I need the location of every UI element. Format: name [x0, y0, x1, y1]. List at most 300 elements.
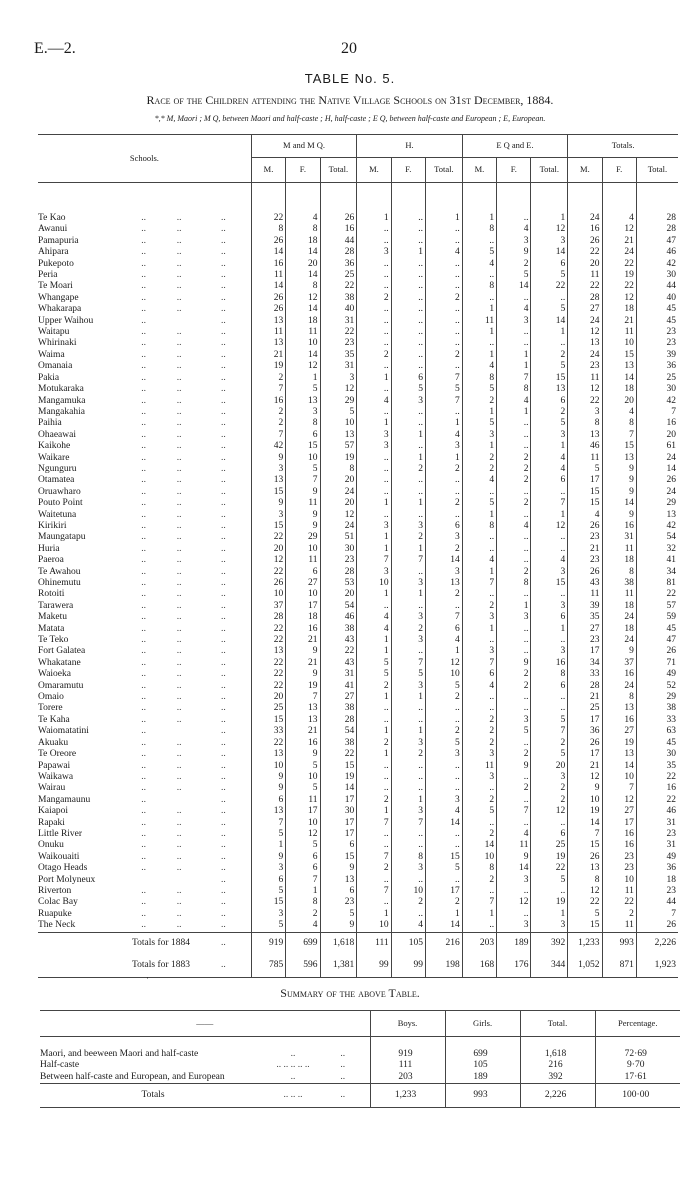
leader-dots: .. [221, 520, 226, 531]
value-cell: 2 [251, 407, 285, 418]
table-row [38, 259, 678, 270]
value-cell: 3 [425, 441, 462, 452]
value-cell: .. [497, 772, 531, 783]
value-cell: .. [391, 259, 425, 270]
school-name: Upper Waihou [38, 315, 94, 326]
value-cell: 12 [602, 795, 636, 806]
value-cell: 18 [286, 236, 320, 247]
value-cell: 14 [497, 281, 531, 292]
leader-dots: .. [221, 840, 226, 851]
value-cell: 7 [497, 373, 531, 384]
leader-dots: .. [221, 429, 226, 440]
value-cell: 2 [425, 464, 462, 475]
leader-dots: .. [141, 384, 146, 395]
leader-dots: .. [141, 817, 146, 828]
value-cell: 1 [531, 441, 568, 452]
value-cell: 8 [602, 567, 636, 578]
leader-dots: .. [176, 520, 182, 531]
value-cell: 7 [357, 852, 391, 863]
value-cell: 12 [568, 886, 602, 897]
leader-dots: .. [141, 452, 146, 463]
leader-dots: .. [141, 304, 146, 315]
group-header: M and M Q. [251, 135, 356, 158]
value-cell: 2 [425, 350, 462, 361]
value-cell: 7 [251, 430, 285, 441]
value-cell: 9 [602, 510, 636, 521]
school-name: Ohaeawai [38, 429, 76, 440]
leader-dots: .. [141, 475, 146, 486]
table-subtitle: Race of the Children attending the Native Village Schools on 31st December, 1884. [146, 93, 554, 107]
value-cell: 5 [391, 669, 425, 680]
value-cell: 4 [425, 635, 462, 646]
value-cell: 5 [497, 726, 531, 737]
table-row [38, 635, 678, 646]
value-cell: 26 [320, 213, 357, 224]
value-cell: .. [497, 589, 531, 600]
value-cell: 14 [286, 270, 320, 281]
leader-dots: .. [221, 258, 226, 269]
summary-label: Between half-caste and European, and European [40, 1071, 225, 1082]
school-name: Ohinemutu [38, 578, 81, 588]
value-cell: .. [425, 601, 462, 612]
leader-dots: .. [221, 281, 226, 292]
value-cell: 24 [636, 487, 678, 498]
value-cell: 16 [251, 259, 285, 270]
value-cell: 1 [531, 510, 568, 521]
value-cell: 5 [425, 681, 462, 692]
leader-dots: .. .. .. [283, 1089, 303, 1100]
value-cell: 26 [568, 236, 602, 247]
value-cell: 31 [636, 840, 678, 851]
table-row [38, 475, 678, 486]
value-cell: 16 [531, 658, 568, 669]
value-cell: 13 [286, 715, 320, 726]
value-cell: 3 [391, 578, 425, 589]
value-cell: .. [497, 646, 531, 657]
value-cell: 38 [320, 738, 357, 749]
value-cell: 13 [568, 863, 602, 874]
value-cell: 1 [497, 350, 531, 361]
value-cell: 1 [286, 886, 320, 897]
leader-dots: .. [221, 463, 226, 474]
value-cell: .. [497, 703, 531, 714]
value-cell: 14 [602, 761, 636, 772]
value-cell: 8 [531, 669, 568, 680]
value-cell: 1 [497, 361, 531, 372]
leader-dots: .. [176, 304, 182, 315]
leader-dots: .. [221, 543, 226, 554]
value-cell: 11 [602, 544, 636, 555]
value-cell: .. [357, 487, 391, 498]
group-header: Totals. [568, 135, 678, 158]
leader-dots: .. [221, 235, 226, 246]
value-cell: 2 [531, 783, 568, 794]
value-cell: .. [357, 224, 391, 235]
value-cell: .. [425, 281, 462, 292]
value-cell: 13 [602, 703, 636, 714]
value-cell: 3 [357, 247, 391, 258]
value-cell: 12 [602, 224, 636, 235]
total-cell: 1,233 [568, 932, 602, 955]
value-cell: 27 [568, 624, 602, 635]
value-cell: 9 [251, 453, 285, 464]
value-cell: 9 [320, 863, 357, 874]
school-name: Te Awahou [38, 566, 81, 577]
leader-dots: .. [141, 429, 146, 440]
value-cell: .. [391, 327, 425, 338]
value-cell: 13 [531, 384, 568, 395]
leader-dots: .. [176, 851, 182, 862]
value-cell: 9 [602, 475, 636, 486]
value-cell: 10 [602, 338, 636, 349]
value-cell: 9 [286, 510, 320, 521]
value-cell: 43 [320, 635, 357, 646]
value-cell: .. [497, 418, 531, 429]
value-cell: 15 [425, 852, 462, 863]
value-cell: 2 [425, 692, 462, 703]
value-cell: 12 [286, 829, 320, 840]
value-cell: .. [497, 213, 531, 224]
value-cell: 1 [357, 806, 391, 817]
school-name: Te Teko [38, 635, 69, 646]
value-cell: .. [357, 304, 391, 315]
value-cell: 13 [425, 578, 462, 589]
value-cell: .. [425, 703, 462, 714]
value-cell: 3 [391, 863, 425, 874]
value-cell: 10 [286, 818, 320, 829]
value-cell: 2 [425, 589, 462, 600]
school-name: Waioeka [38, 669, 71, 680]
value-cell: .. [357, 384, 391, 395]
leader-dots: .. [176, 281, 182, 292]
value-cell: .. [357, 510, 391, 521]
value-cell: 13 [602, 749, 636, 760]
leader-dots: .. [176, 897, 182, 908]
value-cell: 6 [462, 669, 496, 680]
value-cell: 6 [286, 567, 320, 578]
table-row [38, 886, 678, 897]
value-cell: 38 [320, 703, 357, 714]
total-cell: 189 [497, 932, 531, 955]
value-cell: 13 [251, 316, 285, 327]
value-cell: .. [425, 761, 462, 772]
leader-dots: .. [221, 441, 226, 452]
leader-dots: .. [176, 623, 182, 634]
value-cell: 26 [636, 475, 678, 486]
value-cell: .. [497, 738, 531, 749]
value-cell: 20 [286, 259, 320, 270]
value-cell: 23 [636, 338, 678, 349]
value-cell: 9 [497, 658, 531, 669]
value-cell: 35 [320, 350, 357, 361]
value-cell: 8 [320, 464, 357, 475]
value-cell: 46 [636, 806, 678, 817]
value-cell: 15 [320, 761, 357, 772]
value-cell: 16 [320, 224, 357, 235]
value-cell: .. [391, 350, 425, 361]
value-cell: 10 [320, 418, 357, 429]
leader-dots: .. [176, 395, 182, 406]
value-cell: 11 [251, 327, 285, 338]
leader-dots: .. [141, 315, 146, 326]
value-cell: 19 [531, 897, 568, 908]
value-cell: 24 [320, 487, 357, 498]
value-cell: 22 [568, 897, 602, 908]
leader-dots: .. [141, 646, 146, 657]
value-cell: .. [497, 441, 531, 452]
spacer-cell [602, 183, 636, 214]
leader-dots: .. [141, 794, 146, 805]
value-cell: 2 [462, 875, 496, 886]
leader-dots: .. [221, 874, 226, 885]
totals-label: Totals for 1883 [132, 959, 190, 970]
table-row [38, 646, 678, 657]
value-cell: 24 [636, 453, 678, 464]
value-cell: 39 [568, 601, 602, 612]
leader-dots: .. [221, 372, 226, 383]
value-cell: 30 [320, 544, 357, 555]
value-cell: .. [425, 361, 462, 372]
value-cell: 11 [462, 761, 496, 772]
table-row [38, 350, 678, 361]
value-cell: 61 [636, 441, 678, 452]
value-cell: .. [462, 589, 496, 600]
leader-dots: .. [141, 623, 146, 634]
value-cell: .. [497, 555, 531, 566]
value-cell: 14 [636, 464, 678, 475]
value-cell: .. [357, 407, 391, 418]
value-cell: 3 [425, 795, 462, 806]
spacer-cell [127, 183, 163, 214]
value-cell: 30 [636, 270, 678, 281]
value-cell: 4 [568, 510, 602, 521]
value-cell: 13 [251, 646, 285, 657]
value-cell: 5 [286, 840, 320, 851]
value-cell: 5 [425, 384, 462, 395]
value-cell: 6 [531, 259, 568, 270]
value-cell: 41 [636, 555, 678, 566]
value-cell: .. [531, 886, 568, 897]
table-row [38, 555, 678, 566]
value-cell: 3 [497, 920, 531, 932]
value-cell: 1 [391, 589, 425, 600]
leader-dots: .. [176, 600, 182, 611]
value-cell: 14 [251, 247, 285, 258]
value-cell: 17 [568, 749, 602, 760]
value-cell: 38 [636, 703, 678, 714]
value-cell: 3 [251, 464, 285, 475]
value-cell: .. [497, 430, 531, 441]
value-cell: 9 [251, 783, 285, 794]
value-cell: 7 [425, 396, 462, 407]
value-cell: .. [462, 783, 496, 794]
value-cell: 12 [320, 510, 357, 521]
leader-dots: .. [141, 498, 146, 509]
value-cell: 12 [286, 361, 320, 372]
value-cell: .. [497, 532, 531, 543]
value-cell: 3 [391, 681, 425, 692]
school-name: Mangamaunu [38, 794, 91, 805]
leader-dots: .. [176, 749, 182, 760]
value-cell: 1 [357, 726, 391, 737]
schools-header: Schools. [38, 135, 251, 183]
spacer-cell [636, 183, 678, 214]
value-cell: 6 [425, 521, 462, 532]
value-cell: 8 [251, 224, 285, 235]
value-cell: 7 [636, 909, 678, 920]
value-cell: 26 [251, 293, 285, 304]
value-cell: 11 [568, 589, 602, 600]
table-row [38, 532, 678, 543]
value-cell: 1 [391, 692, 425, 703]
value-cell: 33 [568, 669, 602, 680]
leader-dots: .. [141, 771, 146, 782]
value-cell: .. [425, 236, 462, 247]
value-cell: 9 [602, 646, 636, 657]
sub-header: M. [568, 158, 602, 183]
value-cell: 2 [531, 407, 568, 418]
value-cell: 3 [425, 749, 462, 760]
value-cell: 30 [636, 384, 678, 395]
table-row [38, 783, 678, 794]
leader-dots: .. [176, 327, 182, 338]
value-cell: 1 [357, 749, 391, 760]
spacer-cell [286, 183, 320, 214]
leader-dots: .. [221, 327, 226, 338]
school-name: Onuku [38, 840, 64, 851]
table-row [38, 487, 678, 498]
summary-value: 919 [370, 1049, 445, 1061]
leader-dots: .. [221, 760, 226, 771]
school-name: Tarawera [38, 600, 74, 611]
value-cell: 18 [286, 316, 320, 327]
value-cell: 13 [568, 338, 602, 349]
value-cell: 5 [462, 806, 496, 817]
value-cell: 53 [320, 578, 357, 589]
value-cell: 23 [320, 338, 357, 349]
value-cell: 18 [602, 624, 636, 635]
value-cell: 29 [320, 396, 357, 407]
table-row [38, 578, 678, 589]
value-cell: 22 [531, 863, 568, 874]
summary-total-value: 1,233 [370, 1084, 445, 1108]
value-cell: 2 [497, 453, 531, 464]
value-cell: 6 [531, 829, 568, 840]
leader-dots: .. [176, 817, 182, 828]
leader-dots: .. [221, 897, 226, 908]
leader-dots: .. [141, 361, 146, 372]
value-cell: 7 [636, 407, 678, 418]
table-row [38, 498, 678, 509]
value-cell: 11 [462, 316, 496, 327]
value-cell: 19 [320, 453, 357, 464]
value-cell: 24 [602, 612, 636, 623]
value-cell: 10 [286, 544, 320, 555]
value-cell: .. [462, 886, 496, 897]
value-cell: 2 [462, 453, 496, 464]
value-cell: 3 [357, 567, 391, 578]
value-cell: 3 [425, 532, 462, 543]
value-cell: 1 [462, 327, 496, 338]
value-cell: .. [391, 829, 425, 840]
value-cell: 9 [602, 464, 636, 475]
sub-header: Total. [636, 158, 678, 183]
value-cell: 1 [357, 373, 391, 384]
spacer-cell [370, 1037, 445, 1049]
value-cell: 6 [531, 612, 568, 623]
spacer-cell [320, 1037, 370, 1049]
total-cell: 344 [531, 955, 568, 978]
leader-dots: .. [221, 646, 226, 657]
value-cell: 9 [602, 487, 636, 498]
spacer-cell [462, 183, 496, 214]
value-cell: 9 [497, 247, 531, 258]
value-cell: 5 [286, 464, 320, 475]
value-cell: 21 [568, 761, 602, 772]
value-cell: .. [391, 441, 425, 452]
leader-dots: .. [176, 384, 182, 395]
table-row [38, 601, 678, 612]
leader-dots: .. [221, 937, 226, 948]
value-cell: .. [425, 510, 462, 521]
value-cell: 16 [636, 418, 678, 429]
value-cell: .. [391, 909, 425, 920]
table-body [38, 183, 678, 978]
leader-dots: .. [176, 908, 182, 919]
value-cell: 25 [636, 373, 678, 384]
table-row [38, 453, 678, 464]
value-cell: 14 [462, 840, 496, 851]
school-name: Omaio [38, 692, 64, 703]
value-cell: 2 [462, 396, 496, 407]
value-cell: 23 [320, 555, 357, 566]
value-cell: 5 [462, 384, 496, 395]
value-cell: 8 [602, 692, 636, 703]
value-cell: 4 [531, 464, 568, 475]
value-cell: 10 [602, 772, 636, 783]
value-cell: 25 [531, 840, 568, 851]
table-row [38, 715, 678, 726]
value-cell: 9 [497, 761, 531, 772]
value-cell: 47 [636, 635, 678, 646]
value-cell: 22 [320, 281, 357, 292]
school-name: Omaramutu [38, 680, 84, 691]
value-cell: 15 [568, 920, 602, 932]
value-cell: 26 [251, 578, 285, 589]
leader-dots: .. [221, 224, 226, 235]
summary-value: 392 [520, 1072, 595, 1084]
value-cell: 2 [357, 795, 391, 806]
value-cell: 16 [602, 669, 636, 680]
total-cell: 203 [462, 932, 496, 955]
value-cell: 36 [568, 726, 602, 737]
value-cell: 8 [286, 897, 320, 908]
value-cell: 23 [602, 852, 636, 863]
value-cell: 23 [568, 532, 602, 543]
total-cell: 993 [602, 932, 636, 955]
school-name: Riverton [38, 885, 72, 896]
table-row [38, 703, 678, 714]
value-cell: 5 [531, 875, 568, 886]
value-cell: 27 [602, 806, 636, 817]
leader-dots: .. [176, 406, 182, 417]
value-cell: .. [357, 236, 391, 247]
value-cell: 2 [462, 738, 496, 749]
table-row [38, 897, 678, 908]
mark: · [146, 973, 149, 983]
value-cell: 4 [497, 521, 531, 532]
table-row [38, 863, 678, 874]
